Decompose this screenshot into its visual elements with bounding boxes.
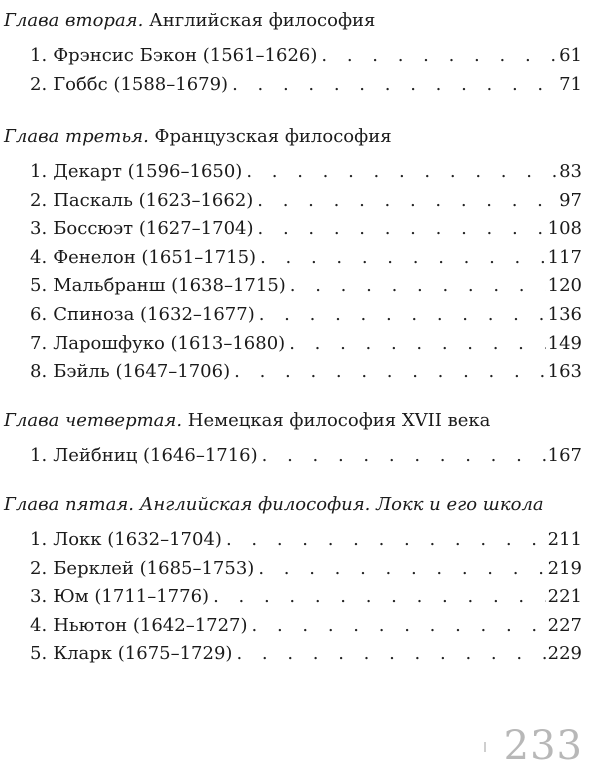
margin-mark (484, 742, 486, 752)
dot-leader (260, 244, 546, 272)
chapter-title: Французская философия (154, 126, 392, 147)
dot-leader (236, 640, 545, 668)
entry-title: Ньютон (1642–1727) (53, 614, 248, 636)
entry-page: 229 (547, 643, 582, 665)
entry-page: 108 (547, 218, 582, 240)
dot-leader (226, 526, 546, 554)
chapter-title: Английская философия (149, 10, 376, 31)
dot-leader (246, 158, 556, 186)
entry-title: Декарт (1596–1650) (53, 161, 243, 182)
chapter-lead: Глава четвертая. (4, 410, 183, 431)
dot-leader (262, 442, 546, 470)
dot-leader (213, 583, 546, 611)
toc-entry[interactable] (30, 526, 582, 554)
toc-entry[interactable] (30, 301, 582, 329)
entry-title: Бэйль (1647–1706) (53, 361, 231, 383)
entry-title: Юм (1711–1776) (53, 586, 210, 608)
dot-leader (290, 272, 546, 300)
chapter-lead: Глава третья. (4, 126, 149, 147)
entry-title: Фрэнсис Бэкон (1561–1626) (53, 45, 318, 66)
toc-entry[interactable] (30, 71, 582, 99)
entry-title: Локк (1632–1704) (53, 529, 222, 550)
dot-leader (289, 330, 545, 358)
entry-number: 6. (30, 304, 48, 325)
toc-entry[interactable] (30, 187, 582, 215)
entry-number: 2. (30, 557, 48, 579)
entry-page: 136 (547, 304, 582, 325)
entry-number: 3. (30, 218, 48, 240)
entry-number: 4. (30, 246, 48, 268)
chapter-lead: Глава вторая. (4, 10, 144, 31)
entry-title: Мальбранш (1638–1715) (53, 275, 286, 297)
entry-number: 8. (30, 361, 48, 383)
entry-page: 149 (547, 332, 582, 354)
entry-title: Гоббс (1588–1679) (53, 73, 229, 95)
page-number: 233 (503, 723, 583, 769)
chapter-heading (4, 408, 490, 434)
entry-title: Ларошфуко (1613–1680) (53, 332, 286, 354)
chapter-title: Немецкая философия XVII века (187, 410, 491, 431)
entry-page: 221 (547, 586, 582, 608)
chapter-heading (4, 492, 544, 518)
entry-number: 1. (30, 445, 48, 466)
dot-leader (257, 187, 556, 215)
toc-entry[interactable] (30, 42, 582, 70)
toc-entry[interactable] (30, 330, 582, 358)
chapter-heading (4, 124, 392, 150)
dot-leader (234, 358, 546, 386)
toc-entry[interactable] (30, 640, 582, 668)
toc-entry[interactable] (30, 215, 582, 243)
entry-number: 1. (30, 161, 48, 182)
entry-page: 83 (559, 161, 582, 182)
entry-number: 4. (30, 614, 48, 636)
entry-title: Паскаль (1623–1662) (53, 189, 254, 211)
entry-number: 2. (30, 189, 48, 211)
entry-page: 167 (547, 445, 582, 466)
chapter-lead: Глава пятая. (4, 494, 134, 515)
entry-page: 71 (559, 73, 582, 95)
toc-entry[interactable] (30, 555, 582, 583)
entry-number: 2. (30, 73, 48, 95)
dot-leader (259, 301, 546, 329)
entry-number: 1. (30, 529, 48, 550)
entry-page: 227 (547, 614, 582, 636)
dot-leader (321, 42, 556, 70)
entry-page: 211 (547, 529, 582, 550)
dot-leader (232, 71, 556, 99)
toc-entry[interactable] (30, 272, 582, 300)
entry-title: Боссюэт (1627–1704) (53, 218, 254, 240)
entry-page: 120 (547, 275, 582, 297)
toc-entry[interactable] (30, 442, 582, 470)
toc-entry[interactable] (30, 158, 582, 186)
toc-entry[interactable] (30, 583, 582, 611)
entry-number: 5. (30, 643, 48, 665)
entry-title: Лейбниц (1646–1716) (53, 445, 258, 466)
entry-title: Фенелон (1651–1715) (53, 246, 257, 268)
entry-number: 5. (30, 275, 48, 297)
chapter-title: Английская философия. Локк и его школа (139, 494, 544, 515)
entry-number: 3. (30, 586, 48, 608)
toc-entry[interactable] (30, 358, 582, 386)
entry-page: 61 (559, 45, 582, 66)
entry-number: 7. (30, 332, 48, 354)
entry-page: 97 (559, 189, 582, 211)
entry-page: 117 (547, 246, 582, 268)
dot-leader (258, 555, 545, 583)
dot-leader (252, 612, 546, 640)
dot-leader (258, 215, 546, 243)
entry-title: Берклей (1685–1753) (53, 557, 255, 579)
entry-number: 1. (30, 45, 48, 66)
entry-page: 219 (547, 557, 582, 579)
entry-title: Спиноза (1632–1677) (53, 304, 255, 325)
toc-entry[interactable] (30, 244, 582, 272)
chapter-heading (4, 8, 375, 34)
entry-page: 163 (547, 361, 582, 383)
entry-title: Кларк (1675–1729) (53, 643, 233, 665)
toc-entry[interactable] (30, 612, 582, 640)
